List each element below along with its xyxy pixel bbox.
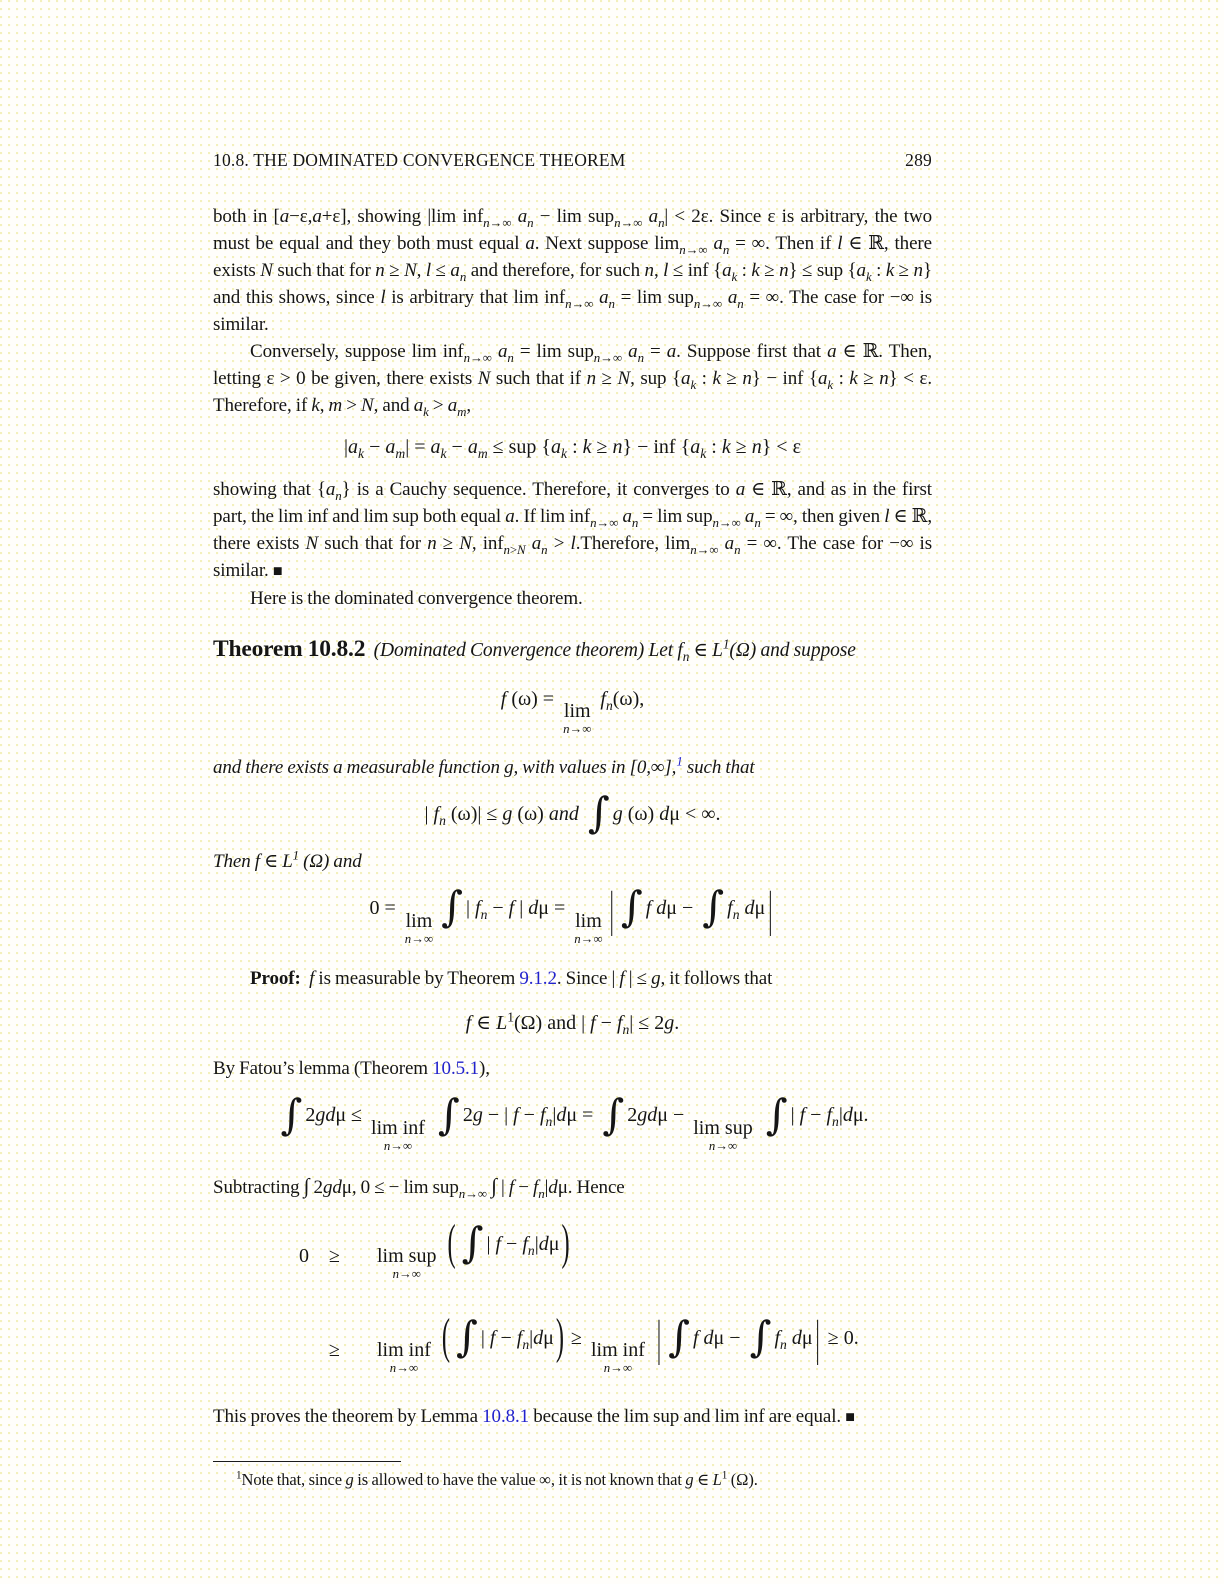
paragraph-subtracting: Subtracting ∫ 2gdμ, 0 ≤ − lim sup$_{n\to\infty}$ ∫ | $f - f_n|d\mu$. Hence <box>213 1173 625 1201</box>
paragraph-here-is-theorem: Here is the dominated convergence theorem. <box>250 588 583 609</box>
equation-cauchy-bound: $|a_k - a_m| = a_k - a_m$ ≤ sup {$a_k$ : k ≥ n} − inf {$a_k$ : k ≥ n} < ε <box>344 436 801 461</box>
paragraph-conclusion: This proves the theorem by Lemma 10.8.1 because the lim sup and lim inf are equal. ■ <box>213 1405 855 1427</box>
eq-chain-rel-1: ≥ <box>329 1244 340 1267</box>
text-block <box>213 150 932 1491</box>
link-theorem-10-5-1[interactable]: 10.5.1 <box>432 1058 480 1080</box>
theorem-10-8-2 <box>213 636 932 664</box>
footnote-1: $^1$Note that, since g is allowed to have the value ∞, it is not known that g ∈ $L^1$ (Ω). <box>236 1469 758 1489</box>
equation-limsup-liminf-chain <box>299 1215 932 1376</box>
paragraph-cauchy-sequence: showing that $\{a_n\}$ is a Cauchy sequence. Therefore, it converges to a ∈ ℝ, and as in the first part, the lim inf and lim sup both equal a. If lim inf$_{n\to\infty}$ $a_n = \lim sup_{n\to\infty}$ $a_n$ = ∞, then given l ∈ ℝ, there exists N such that for n ≥ N, inf$_{n>N}$ $a_n$ > l.Therefore, $\lim_{n\to\infty} a_n$ = ∞. The case for −∞ is similar. ■ <box>213 479 933 581</box>
paragraph-fatou: By Fatou’s lemma (Theorem 10.5.1), <box>213 1058 490 1080</box>
footnote-rule <box>213 1461 401 1462</box>
footnote-ref-1[interactable]: 1 <box>676 753 683 769</box>
link-theorem-9-1-2[interactable]: 9.1.2 <box>519 968 557 990</box>
paragraph-then-f-in-L1: Then f ∈ $L^1$ (Ω) and <box>213 847 362 873</box>
theorem-label: Theorem 10.8.2 <box>213 636 366 662</box>
equation-f-in-L1-bound: f ∈ $L^1(\Omega)$ and | $f - f_n| \le 2g$. <box>465 1009 680 1038</box>
equation-fatou-application: ∫ 2gdμ ≤ lim inf n→∞ ∫ 2g − | $f - f_n|d\mu$ = ∫ 2gdμ − lim sup n→∞ ∫ | $f - f_n|d\mu$. <box>280 1089 869 1153</box>
section-title: 10.8. THE DOMINATED CONVERGENCE THEOREM <box>213 150 626 170</box>
eq-chain-row-2: lim inf n→∞ ( ∫ | $f - f_n|d\mu) \ge \lim$ inf n→∞ | ∫ f dμ − ∫ $f_n$ dμ | ≥ 0. <box>377 1309 859 1376</box>
paragraph-proof: Proof: f is measurable by Theorem 9.1.2. Since | f | ≤ g, it follows that <box>250 968 773 990</box>
equation-pointwise-limit: f (ω) = lim n→∞ $f_n(\omega)$, <box>500 688 645 737</box>
eq-chain-rel-2: ≥ <box>329 1338 340 1361</box>
eq-chain-row-1: lim sup n→∞ ( ∫ | $f - f_n|d\mu$) <box>377 1215 570 1281</box>
paragraph-liminf-limsup: both in [a−ε,a+ε], showing |lim inf$_{n\to\infty}$ $a_n - \lim sup_{n\to\infty}$ $a_n| < 2\varepsilon$. Since ε is arbitrary, the two must be equal and they both must equal a. Next suppose $\lim_{n\to\infty} a_n$ = ∞. Then if l ∈ ℝ, there exists N such that for n ≥ N, $l \le a_n$ and therefore, for such n, l ≤ inf {$a_k$ : k ≥ n} ≤ sup {$a_k$ : k ≥ n} and this shows, since l is arbitrary that lim inf$_{n\to\infty}$ $a_n = \lim sup_{n\to\infty}$ $a_n$ = ∞. The case for −∞ is similar. <box>213 206 932 335</box>
paragraph-conversely: Conversely, suppose lim inf$_{n\to\infty}$ $a_n = \lim sup_{n\to\infty}$ $a_n = a$. Suppose first that a ∈ ℝ. Then, letting ε > 0 be given, there exists N such that if n ≥ N, sup {$a_k$ : k ≥ n} − inf {$a_k$ : k ≥ n} < ε. Therefore, if k, m > N, and $a_k > a_m$, <box>213 341 932 419</box>
running-header <box>213 150 932 171</box>
equation-main-conclusion: 0 = lim n→∞ ∫ | $f_n - f$ | dμ = lim n→∞ | ∫ f dμ − ∫ $f_n$ dμ | <box>369 880 773 946</box>
page-number: 289 <box>905 150 932 170</box>
link-lemma-10-8-1[interactable]: 10.8.1 <box>482 1405 530 1427</box>
paragraph-measurable-g: and there exists a measurable function g, with values in [0,∞],$^1$ such that <box>213 753 755 779</box>
theorem-statement: (Dominated Convergence theorem) Let $f_n$ ∈ $L^1(\Omega)$ and suppose <box>373 636 856 664</box>
equation-domination: | $f_n$ (ω)| ≤ g (ω) and ∫ g (ω) dμ < ∞. <box>424 788 721 838</box>
eq-chain-lhs: 0 <box>299 1244 309 1267</box>
